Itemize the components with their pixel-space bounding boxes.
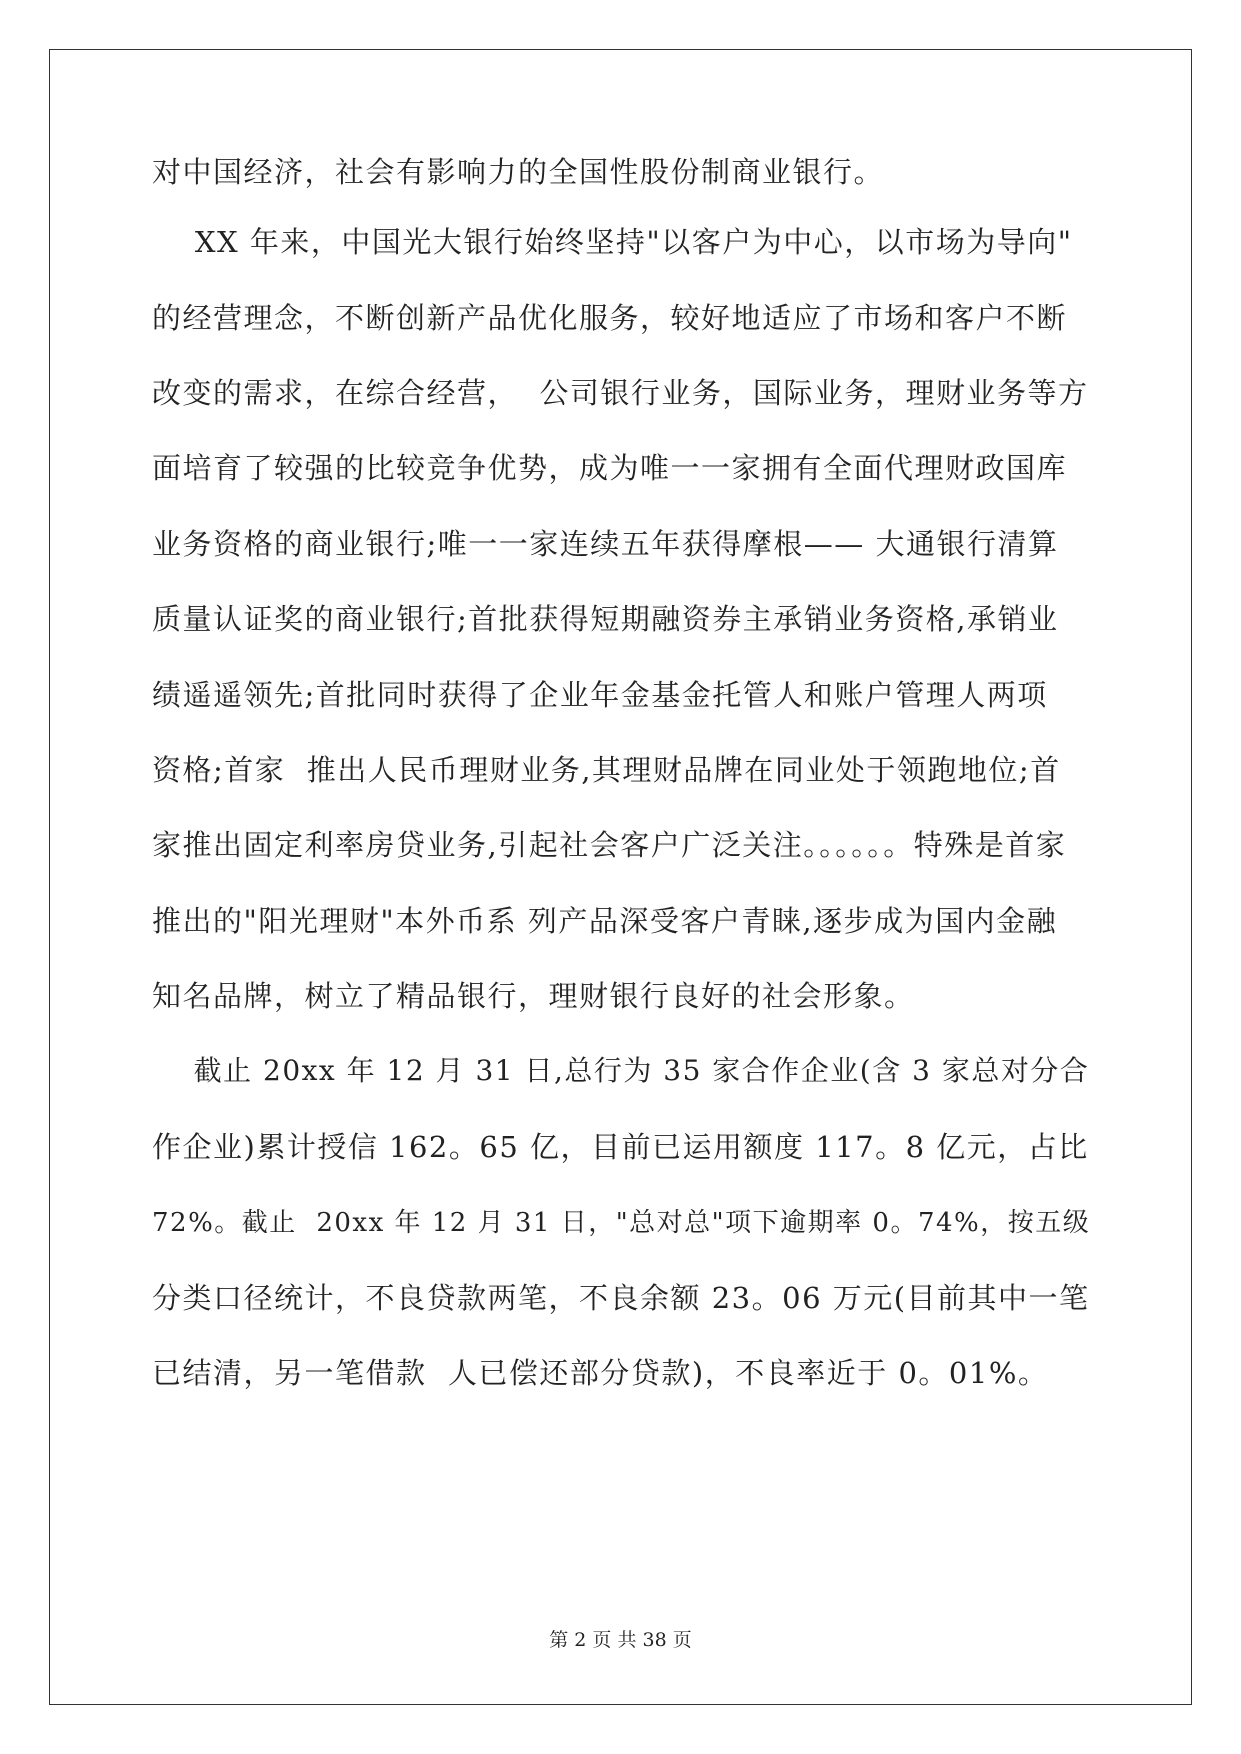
text-line: 作企业)累计授信 162。65 亿，目前已运用额度 117。8 亿元，占比 [152,1130,1089,1164]
text-line: 改变的需求，在综合经营， 公司银行业务，国际业务，理财业务等方 [152,376,1089,410]
text-line: 推出的"阳光理财"本外币系 列产品深受客户青睐,逐步成为国内金融 [152,904,1058,938]
text-line: 分类口径统计，不良贷款两笔，不良余额 23。06 万元(目前其中一笔 [152,1281,1090,1315]
text-line: 已结清，另一笔借款 人已偿还部分贷款)，不良率近于 0。01%。 [152,1356,1049,1390]
text-line: 绩遥遥领先;首批同时获得了企业年金基金托管人和账户管理人两项 [152,678,1048,712]
text-line: 业务资格的商业银行;唯一一家连续五年获得摩根—— 大通银行清算 [152,527,1059,561]
text-line: 的经营理念，不断创新产品优化服务，较好地适应了市场和客户不断 [152,301,1068,335]
text-line: 72%。截止 20xx 年 12 月 31 日，"总对总"项下逾期率 0。74%，按五级 [152,1208,1091,1238]
text-line: 对中国经济，社会有影响力的全国性股份制商业银行。 [152,155,885,189]
text-line: 截止 20xx 年 12 月 31 日,总行为 35 家合作企业(含 3 家总对分合 [152,1054,1090,1087]
text-line: 面培育了较强的比较竞争优势，成为唯一一家拥有全面代理财政国库 [152,451,1068,485]
text-line: 家推出固定利率房贷业务,引起社会客户广泛关注。。。。。。特殊是首家 [152,828,1067,862]
text-line: 资格;首家 推出人民币理财业务,其理财品牌在同业处于领跑地位;首 [152,753,1061,787]
text-line: XX 年来，中国光大银行始终坚持"以客户为中心，以市场为导向" [152,225,1073,259]
text-line: 知名品牌，树立了精品银行，理财银行良好的社会形象。 [152,979,915,1013]
text-line: 质量认证奖的商业银行;首批获得短期融资券主承销业务资格,承销业 [152,602,1059,636]
page-number-footer: 第 2 页 共 38 页 [549,1629,692,1651]
